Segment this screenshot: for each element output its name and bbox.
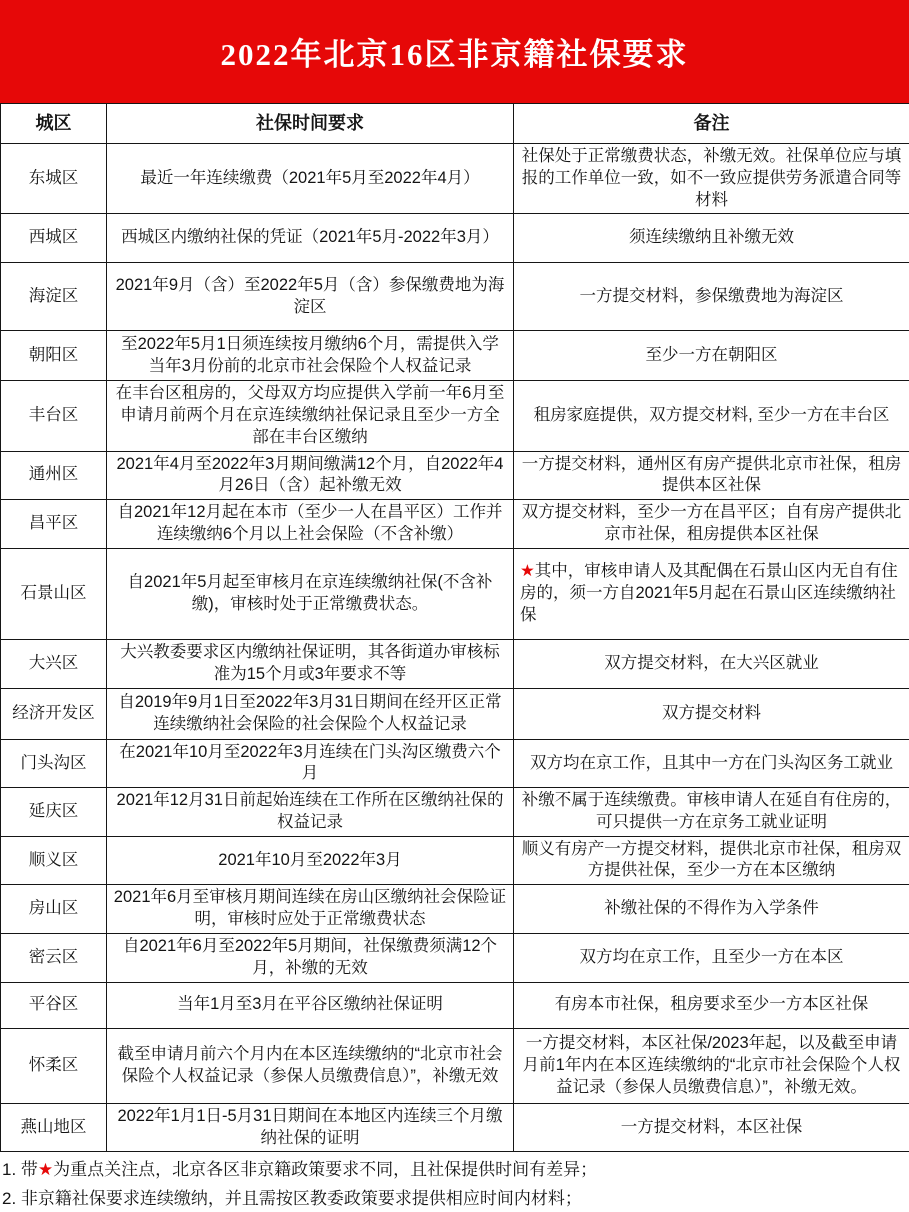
- table-row: [1, 688, 909, 739]
- table-row: [1, 836, 909, 885]
- requirement-cell: 2021年10月至2022年3月: [107, 836, 514, 885]
- table-body: [1, 144, 909, 1152]
- star-icon: ★: [520, 562, 535, 580]
- requirement-cell: 最近一年连续缴费（2021年5月至2022年4月）: [107, 144, 514, 214]
- note-cell: 双方提交材料: [514, 688, 909, 739]
- district-cell: 朝阳区: [1, 331, 107, 381]
- district-cell: 海淀区: [1, 263, 107, 331]
- social-security-table: [0, 103, 909, 1152]
- table-row: [1, 331, 909, 381]
- note-cell: 顺义有房产一方提交材料，提供北京市社保，租房双方提供社保，至少一方在本区缴纳: [514, 836, 909, 885]
- requirement-cell: 在丰台区租房的，父母双方均应提供入学前一年6月至申请月前两个月在京连续缴纳社保记录且至少一方全部在丰台区缴纳: [107, 381, 514, 451]
- requirement-cell: 2022年1月1日-5月31日期间在本地区内连续三个月缴纳社保的证明: [107, 1103, 514, 1152]
- table-row: [1, 263, 909, 331]
- requirement-cell: 2021年6月至审核月期间连续在房山区缴纳社会保险证明，审核时应处于正常缴费状态: [107, 885, 514, 934]
- footnote-text: 为重点关注点，北京各区非京籍政策要求不同，且社保提供时间有差异；: [53, 1160, 597, 1179]
- table-row: [1, 933, 909, 982]
- table-row: [1, 451, 909, 500]
- table-row: [1, 500, 909, 549]
- table-row: [1, 214, 909, 263]
- requirement-cell: 截至申请月前六个月内在本区连续缴纳的“北京市社会保险个人权益记录（参保人员缴费信息）”，补缴无效: [107, 1028, 514, 1103]
- requirement-cell: 自2021年12月起在本市（至少一人在昌平区）工作并连续缴纳6个月以上社会保险（不含补缴）: [107, 500, 514, 549]
- title-banner: [0, 0, 909, 103]
- district-cell: 大兴区: [1, 639, 107, 688]
- table-row: [1, 144, 909, 214]
- district-cell: 房山区: [1, 885, 107, 934]
- district-cell: 燕山地区: [1, 1103, 107, 1152]
- district-cell: 丰台区: [1, 381, 107, 451]
- table-row: [1, 1028, 909, 1103]
- table-row: [1, 548, 909, 639]
- note-cell: 一方提交材料，本区社保: [514, 1103, 909, 1152]
- requirement-cell: 自2021年6月至2022年5月期间，社保缴费须满12个月，补缴的无效: [107, 933, 514, 982]
- district-cell: 经济开发区: [1, 688, 107, 739]
- district-cell: 延庆区: [1, 788, 107, 837]
- requirement-cell: 至2022年5月1日须连续按月缴纳6个月，需提供入学当年3月份前的北京市社会保险个人权益记录: [107, 331, 514, 381]
- table-row: [1, 739, 909, 788]
- district-cell: 石景山区: [1, 548, 107, 639]
- note-cell: 社保处于正常缴费状态，补缴无效。社保单位应与填报的工作单位一致，如不一致应提供劳务派遣合同等材料: [514, 144, 909, 214]
- requirement-cell: 自2019年9月1日至2022年3月31日期间在经开区正常连续缴纳社会保险的社会保险个人权益记录: [107, 688, 514, 739]
- col-header-note: 备注: [514, 104, 909, 144]
- table-row: [1, 982, 909, 1028]
- district-cell: 西城区: [1, 214, 107, 263]
- note-cell: 租房家庭提供，双方提交材料, 至少一方在丰台区: [514, 381, 909, 451]
- footnote-line: [2, 1187, 905, 1211]
- col-header-requirement: 社保时间要求: [107, 104, 514, 144]
- requirement-cell: 西城区内缴纳社保的凭证（2021年5月-2022年3月）: [107, 214, 514, 263]
- requirement-cell: 2021年4月至2022年3月期间缴满12个月，自2022年4月26日（含）起补缴无效: [107, 451, 514, 500]
- note-cell: 双方提交材料，在大兴区就业: [514, 639, 909, 688]
- note-text: 其中，审核申请人及其配偶在石景山区内无自有住房的，须一方自2021年5月起在石景山区连续缴纳社保: [520, 562, 898, 624]
- district-cell: 怀柔区: [1, 1028, 107, 1103]
- table-row: [1, 381, 909, 451]
- table-row: [1, 639, 909, 688]
- district-cell: 昌平区: [1, 500, 107, 549]
- footnotes: [0, 1152, 909, 1211]
- note-cell: 双方均在京工作，且其中一方在门头沟区务工就业: [514, 739, 909, 788]
- table-row: [1, 788, 909, 837]
- district-cell: 通州区: [1, 451, 107, 500]
- note-cell: 须连续缴纳且补缴无效: [514, 214, 909, 263]
- footnote-text: 1. 带: [2, 1160, 38, 1179]
- note-cell: 双方均在京工作，且至少一方在本区: [514, 933, 909, 982]
- note-cell: 一方提交材料，通州区有房产提供北京市社保，租房提供本区社保: [514, 451, 909, 500]
- page-title: 2022年北京16区非京籍社保要求: [221, 29, 689, 74]
- requirement-cell: 大兴教委要求区内缴纳社保证明，其各街道办审核标准为15个月或3年要求不等: [107, 639, 514, 688]
- table-row: [1, 1103, 909, 1152]
- note-cell: 双方提交材料，至少一方在昌平区；自有房产提供北京市社保，租房提供本区社保: [514, 500, 909, 549]
- note-cell: 有房本市社保，租房要求至少一方本区社保: [514, 982, 909, 1028]
- requirement-cell: 2021年12月31日前起始连续在工作所在区缴纳社保的权益记录: [107, 788, 514, 837]
- star-icon: ★: [38, 1160, 53, 1179]
- note-cell: 补缴社保的不得作为入学条件: [514, 885, 909, 934]
- requirement-cell: 自2021年5月起至审核月在京连续缴纳社保(不含补缴)，审核时处于正常缴费状态。: [107, 548, 514, 639]
- note-cell: 补缴不属于连续缴费。审核申请人在延自有住房的，可只提供一方在京务工就业证明: [514, 788, 909, 837]
- note-cell: 一方提交材料，参保缴费地为海淀区: [514, 263, 909, 331]
- requirement-cell: 2021年9月（含）至2022年5月（含）参保缴费地为海淀区: [107, 263, 514, 331]
- note-cell: 一方提交材料，本区社保/2023年起，以及截至申请月前1年内在本区连续缴纳的“北京市社会保险个人权益记录（参保人员缴费信息）”，补缴无效。: [514, 1028, 909, 1103]
- requirement-cell: 当年1月至3月在平谷区缴纳社保证明: [107, 982, 514, 1028]
- district-cell: 东城区: [1, 144, 107, 214]
- district-cell: 密云区: [1, 933, 107, 982]
- district-cell: 顺义区: [1, 836, 107, 885]
- district-cell: 门头沟区: [1, 739, 107, 788]
- district-cell: 平谷区: [1, 982, 107, 1028]
- col-header-district: 城区: [1, 104, 107, 144]
- footnote-text: 2. 非京籍社保要求连续缴纳，并且需按区教委政策要求提供相应时间内材料；: [2, 1189, 582, 1208]
- note-cell: 至少一方在朝阳区: [514, 331, 909, 381]
- requirement-cell: 在2021年10月至2022年3月连续在门头沟区缴费六个月: [107, 739, 514, 788]
- table-row: [1, 885, 909, 934]
- note-cell: [514, 548, 909, 639]
- table-header-row: [1, 104, 909, 144]
